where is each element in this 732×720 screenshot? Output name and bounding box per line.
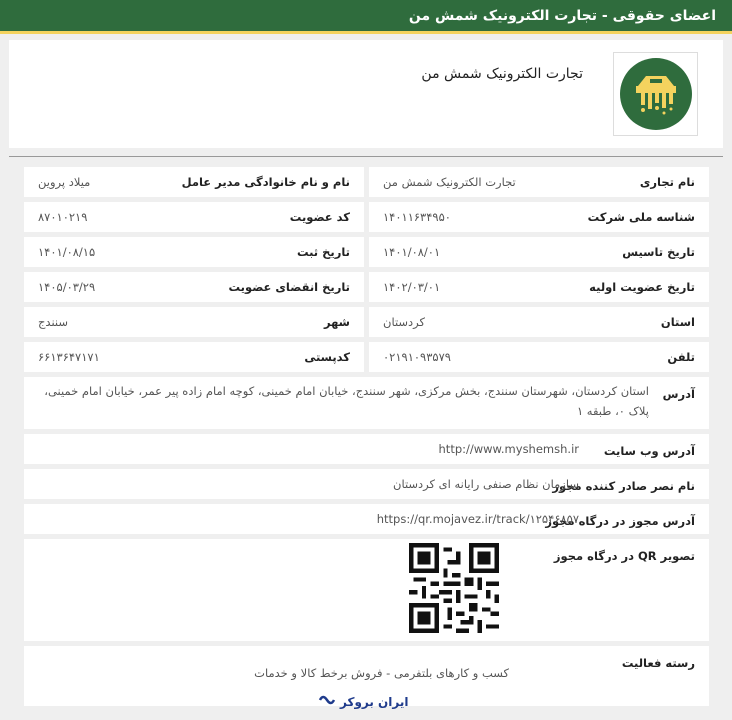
website-row	[24, 434, 709, 464]
issuer-value: سازمان نظام صنفی رایانه ای کردستان	[393, 477, 579, 491]
broker-logo-icon	[318, 693, 336, 710]
company-logo	[613, 52, 698, 136]
trade-name-label: نام تجاری	[639, 175, 695, 189]
address-value: استان کردستان، شهرستان سنندج، بخش مرکزی، شهر سنندج، خیابان امام خمینی، کوچه امام زاده پیر عمر، خیابان امام خمینی، پلاک ۰، طبقه ۱	[44, 384, 649, 418]
first-membership-label: تاریخ عضویت اولیه	[589, 280, 695, 294]
phone-value: ۰۲۱۹۱۰۹۳۵۷۹	[383, 350, 451, 364]
province-cell	[369, 307, 709, 337]
license-url-label: آدرس مجوز در درگاه مجوز	[545, 514, 695, 528]
watermark	[318, 693, 409, 710]
postal-value: ۶۶۱۳۶۴۷۱۷۱	[38, 350, 100, 364]
manager-value: میلاد پروین	[38, 175, 91, 189]
city-value: سنندج	[38, 315, 69, 329]
expiry-cell	[24, 272, 364, 302]
company-header-card	[9, 40, 723, 148]
expiry-label: تاریخ انقضای عضویت	[228, 280, 350, 294]
postal-cell	[24, 342, 364, 372]
company-name: تجارت الکترونیک شمش من	[421, 66, 583, 82]
gold-bar-logo-icon	[620, 58, 692, 130]
page-header-bar	[0, 0, 732, 31]
website-label: آدرس وب سایت	[603, 444, 695, 458]
details-row	[24, 202, 709, 232]
first-membership-cell	[369, 272, 709, 302]
qr-code-image[interactable]	[409, 539, 499, 641]
phone-label: تلفن	[667, 350, 695, 364]
phone-cell	[369, 342, 709, 372]
national-id-value: ۱۴۰۱۱۶۳۴۹۵۰	[383, 210, 451, 224]
trade-name-cell	[369, 167, 709, 197]
qr-row	[24, 539, 709, 641]
founded-cell	[369, 237, 709, 267]
manager-label: نام و نام خانوادگی مدیر عامل	[181, 175, 350, 189]
national-id-cell	[369, 202, 709, 232]
expiry-value: ۱۴۰۵/۰۳/۲۹	[38, 280, 96, 294]
activity-label: رسته فعالیت	[621, 656, 695, 670]
watermark-text: ایران بروکر	[340, 694, 409, 709]
national-id-label: شناسه ملی شرکت	[587, 210, 695, 224]
address-label: آدرس	[662, 387, 695, 401]
details-row	[24, 272, 709, 302]
details-section	[24, 167, 709, 711]
header-accent-line	[0, 31, 732, 34]
details-row	[24, 307, 709, 337]
city-cell	[24, 307, 364, 337]
issuer-label: نام نصر صادر کننده مجوز	[552, 479, 695, 493]
qr-label: تصویر QR در درگاه مجوز	[553, 549, 695, 563]
membership-code-label: کد عضویت	[289, 210, 350, 224]
details-row	[24, 342, 709, 372]
membership-code-value: ۸۷۰۱۰۲۱۹	[38, 210, 88, 224]
section-divider	[9, 156, 723, 157]
details-row	[24, 237, 709, 267]
province-label: استان	[660, 315, 695, 329]
founded-value: ۱۴۰۱/۰۸/۰۱	[383, 245, 441, 259]
license-url-link[interactable]: https://qr.mojavez.ir/track/۱۲۵۴۶۸۵۷	[376, 512, 579, 526]
membership-code-cell	[24, 202, 364, 232]
trade-name-value: تجارت الکترونیک شمش من	[383, 175, 516, 189]
manager-cell	[24, 167, 364, 197]
activity-value: کسب و کارهای بلتفرمی - فروش برخط کالا و خدمات	[254, 666, 509, 680]
registered-value: ۱۴۰۱/۰۸/۱۵	[38, 245, 96, 259]
license-url-row	[24, 504, 709, 534]
founded-label: تاریخ تاسیس	[622, 245, 695, 259]
details-row	[24, 167, 709, 197]
registered-cell	[24, 237, 364, 267]
website-link[interactable]: http://www.myshemsh.ir	[438, 442, 579, 456]
page-title: اعضای حقوقی - تجارت الکترونیک شمش من	[408, 7, 716, 24]
postal-label: کدپستی	[304, 350, 350, 364]
first-membership-value: ۱۴۰۲/۰۳/۰۱	[383, 280, 441, 294]
province-value: کردستان	[383, 315, 425, 329]
city-label: شهر	[323, 315, 350, 329]
address-row	[24, 377, 709, 429]
registered-label: تاریخ ثبت	[296, 245, 350, 259]
issuer-row	[24, 469, 709, 499]
